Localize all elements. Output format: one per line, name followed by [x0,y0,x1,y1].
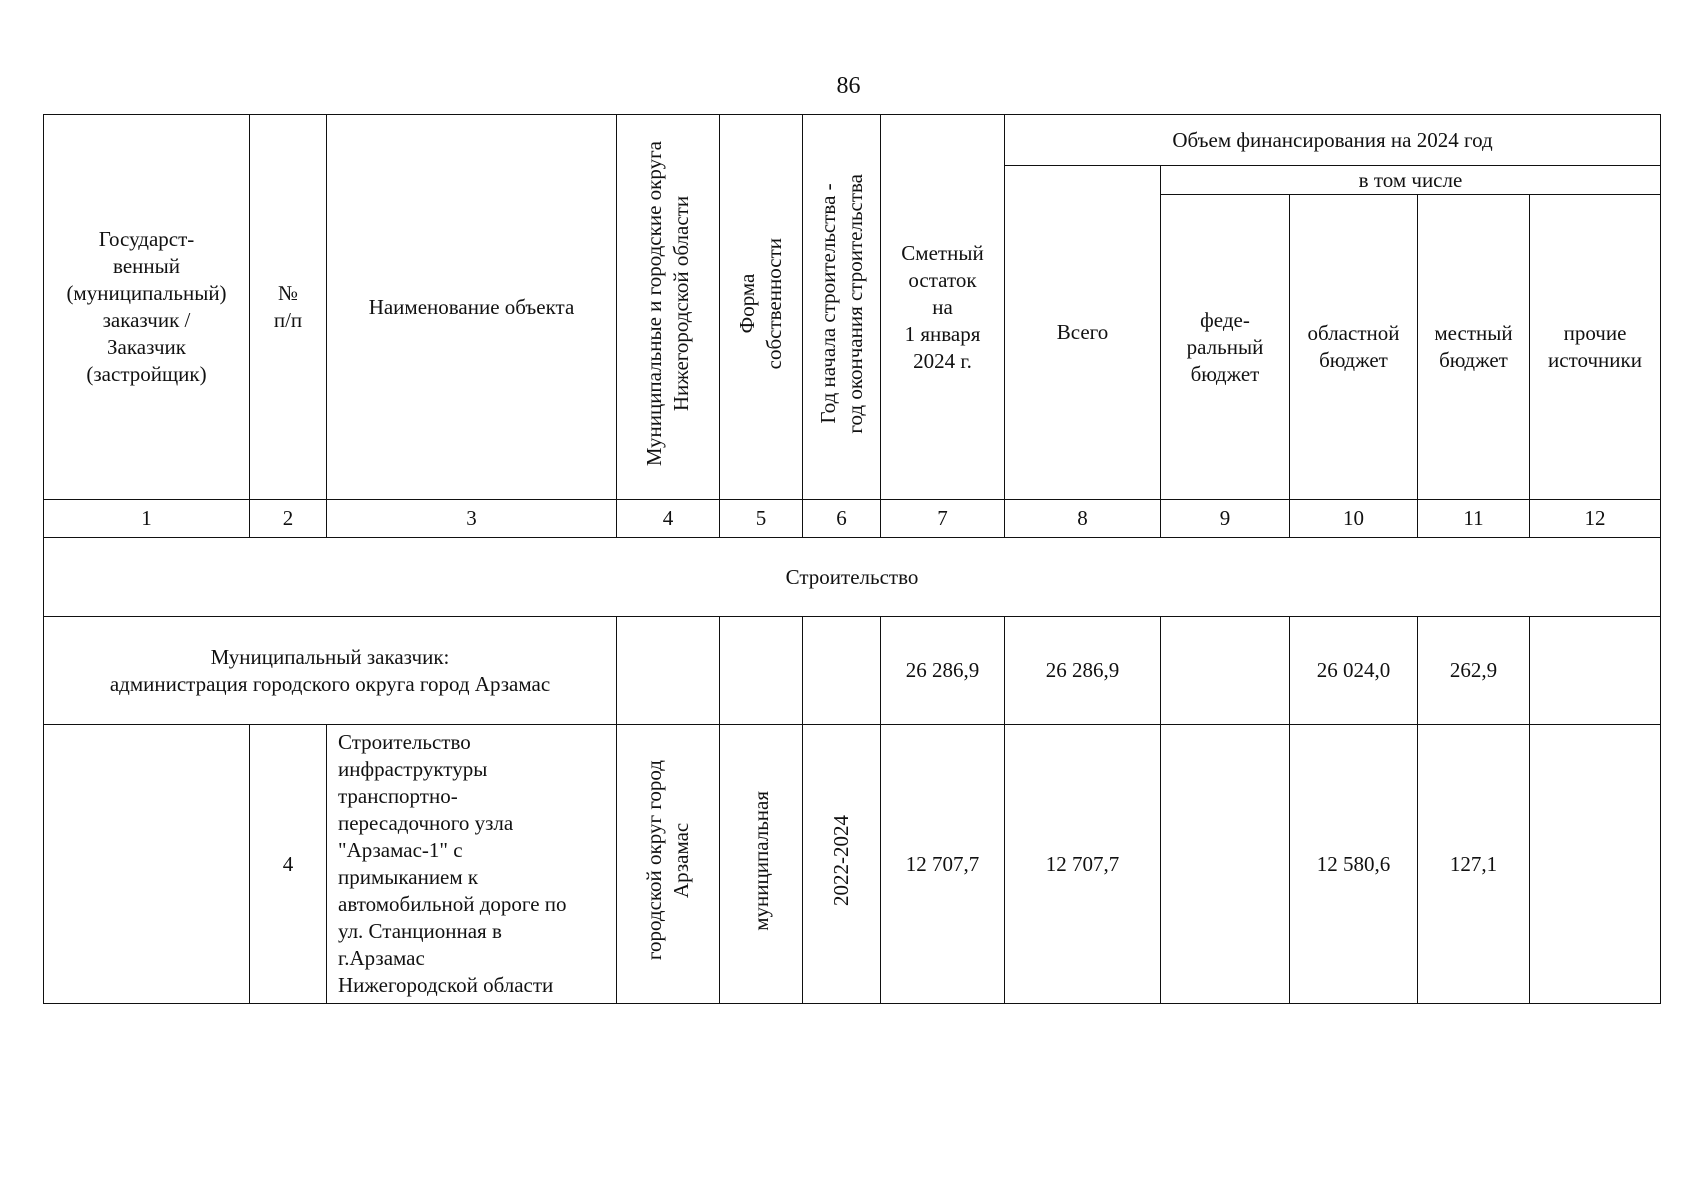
section-row [44,538,1661,617]
item-ownership: муниципальная [720,725,803,1004]
item-estimate: 12 707,7 [881,725,1005,1004]
column-number: 4 [617,500,720,538]
column-number: 2 [250,500,327,538]
item-regional: 12 580,6 [1290,725,1418,1004]
page-number: 86 [836,73,861,99]
header-local: местный бюджет [1418,195,1530,500]
column-number: 7 [881,500,1005,538]
customer-years [803,617,881,725]
financing-table [43,114,1661,1004]
header-total: Всего [1005,166,1161,500]
customer-label: Муниципальный заказчик: администрация городского округа город Арзамас [44,617,617,725]
header-financing: Объем финансирования на 2024 год [1005,115,1661,166]
header-ownership: Форма собственности [720,115,803,500]
column-number: 1 [44,500,250,538]
customer-row [44,617,1661,725]
item-federal [1161,725,1290,1004]
column-number: 5 [720,500,803,538]
header-regional: областной бюджет [1290,195,1418,500]
item-local: 127,1 [1418,725,1530,1004]
header-including: в том числе [1161,166,1661,195]
header-number: № п/п [250,115,327,500]
table-row [44,725,1661,1004]
customer-total: 26 286,9 [1005,617,1161,725]
customer-estimate: 26 286,9 [881,617,1005,725]
item-years: 2022-2024 [803,725,881,1004]
customer-ownership [720,617,803,725]
item-other [1530,725,1661,1004]
item-total: 12 707,7 [1005,725,1161,1004]
item-name: Строительство инфраструктуры транспортно- пересадочного узла "Арзамас-1" с примыканием к автомобильной дороге по ул. Станционная в г.Арзамас Нижегородской области [327,725,617,1004]
header-years: Год начала строительства - год окончания строительства [803,115,881,500]
column-number: 10 [1290,500,1418,538]
column-number: 11 [1418,500,1530,538]
header-customer: Государст- венный (муниципальный) заказчик / Заказчик (застройщик) [44,115,250,500]
column-number: 9 [1161,500,1290,538]
customer-federal [1161,617,1290,725]
header-districts: Муниципальные и городские округа Нижегородской области [617,115,720,500]
header-other: прочие источники [1530,195,1661,500]
header-federal: феде- ральный бюджет [1161,195,1290,500]
item-number: 4 [250,725,327,1004]
customer-other [1530,617,1661,725]
item-customer [44,725,250,1004]
column-number: 3 [327,500,617,538]
column-number-row [44,500,1661,538]
header-estimate: Сметный остаток на 1 января 2024 г. [881,115,1005,500]
customer-district [617,617,720,725]
header-object-name: Наименование объекта [327,115,617,500]
column-number: 12 [1530,500,1661,538]
column-number: 8 [1005,500,1161,538]
section-title: Строительство [44,538,1661,617]
customer-regional: 26 024,0 [1290,617,1418,725]
customer-local: 262,9 [1418,617,1530,725]
column-number: 6 [803,500,881,538]
item-district: городской округ город Арзамас [617,725,720,1004]
